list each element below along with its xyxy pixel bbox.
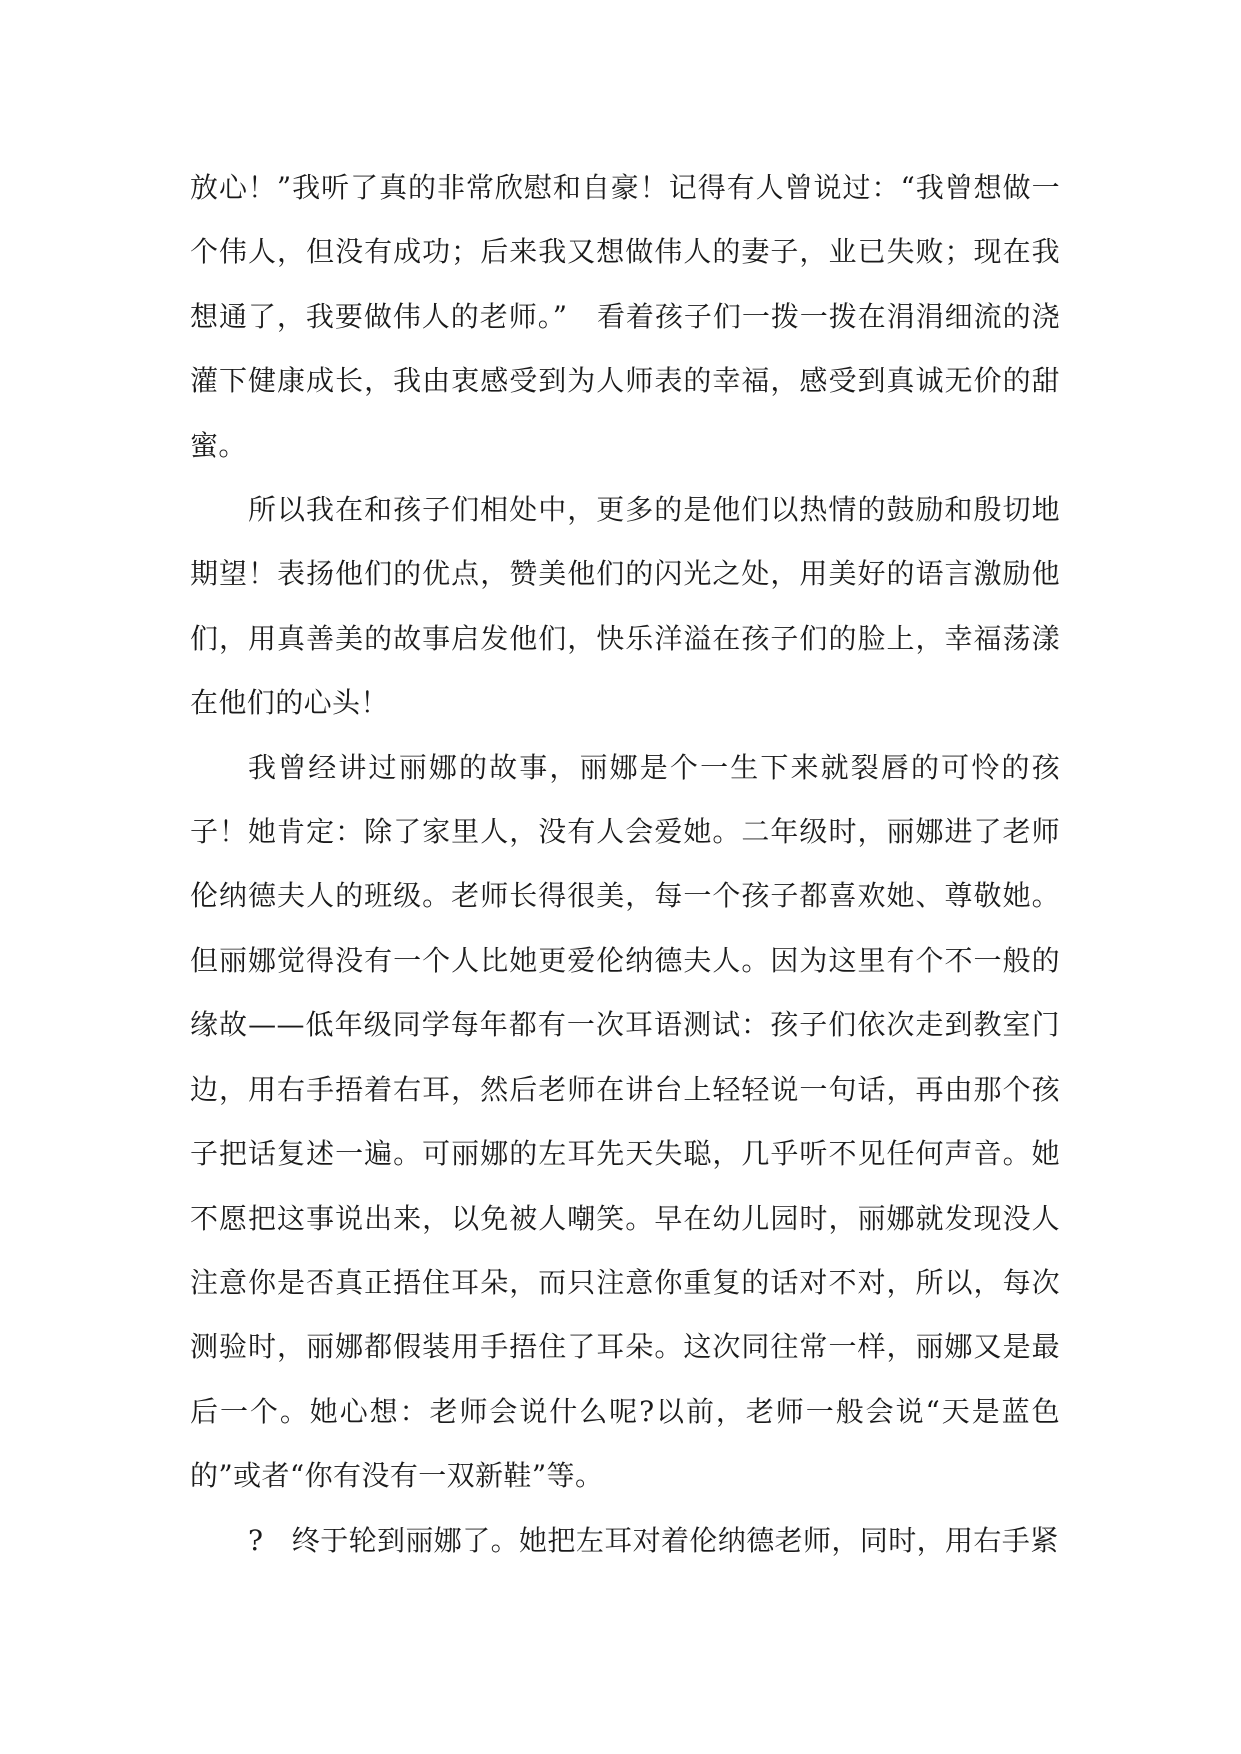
paragraph-4: ? 终于轮到丽娜了。她把左耳对着伦纳德老师，同时，用右手紧 — [248, 1523, 1059, 1557]
paragraph-3: 我曾经讲过丽娜的故事，丽娜是个一生下来就裂唇的可怜的孩子！她肯定：除了家里人，没有人会爱她。二年级时，丽娜进了老师伦纳德夫人的班级。老师长得很美，每一个孩子都喜欢她、尊敬她。但丽娜觉得没有一个人比她更爱伦纳德夫人。因为这里有个不一般的缘故——低年级同学每年都有一次耳语测试：孩子们依次走到教室门边，用右手捂着右耳，然后老师在讲台上轻轻说一句话，再由那个孩子把话复述一遍。可丽娜的左耳先天失聪，几乎听不见任何声音。她不愿把这事说出来，以免被人嘲笑。早在幼儿园时，丽娜就发现没人注意你是否真正捂住耳朵，而只注意你重复的话对不对，所以，每次测验时，丽娜都假装用手捂住了耳朵。这次同往常一样，丽娜又是最后一个。她心想：老师会说什么呢?以前，老师一般会说“天是蓝色的”或者“你有没有一双新鞋”等。 — [190, 750, 1060, 1493]
paragraph-1: 放心！”我听了真的非常欣慰和自豪！记得有人曾说过：“我曾想做一个伟人，但没有成功；后来我又想做伟人的妻子，业已失败；现在我想通了，我要做伟人的老师。” 看着孩子们一拨一拨在涓涓细流的浇灌下健康成长，我由衷感受到为人师表的幸福，感受到真诚无价的甜蜜。 — [190, 171, 1060, 462]
body-text — [190, 156, 1060, 1573]
paragraph-2: 所以我在和孩子们相处中，更多的是他们以热情的鼓励和殷切地期望！表扬他们的优点，赞美他们的闪光之处，用美好的语言激励他们，用真善美的故事启发他们，快乐洋溢在孩子们的脸上，幸福荡漾在他们的心头！ — [190, 493, 1060, 720]
